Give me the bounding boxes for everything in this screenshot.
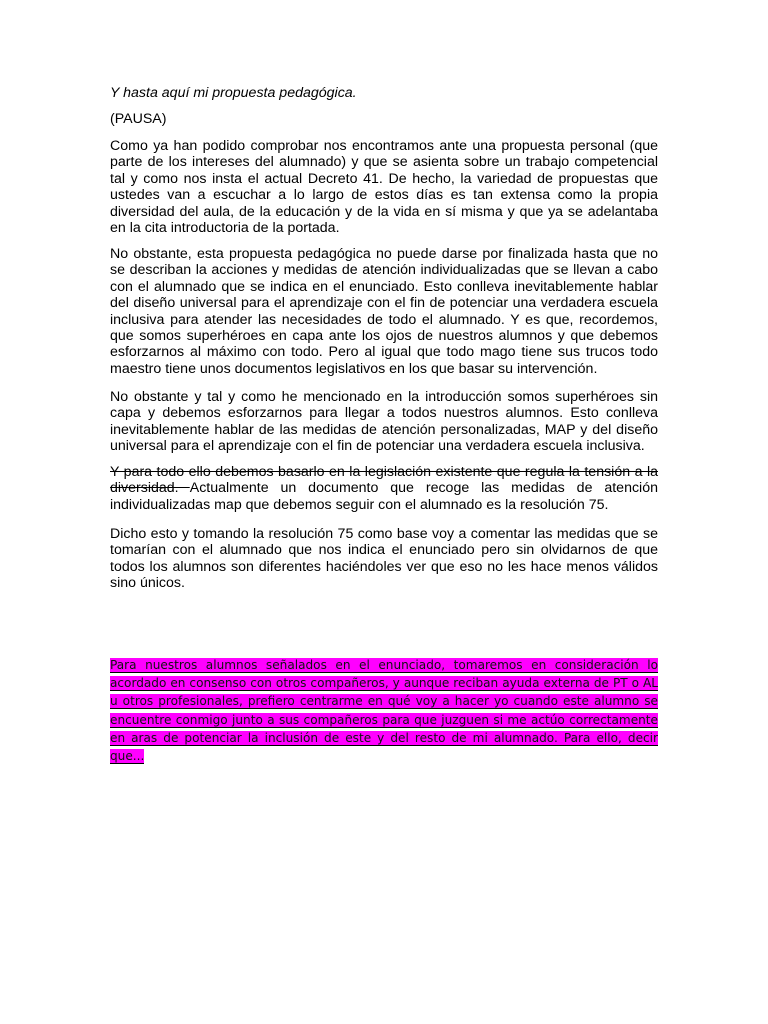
pause-marker: (PAUSA) (110, 111, 167, 127)
highlighted-paragraph (110, 656, 658, 765)
paragraph-1: Como ya han podido comprobar nos encontramos ante una propuesta personal (que parte de los intereses del alumnado) y que se asienta sobre un trabajo competencial tal y como nos insta el actual Decreto 41. De hecho, la variedad de propuestas que ustedes van a escuchar a lo largo de estos días es tan extensa como la propia diversidad del aula, de la educación y de la vida en sí misma y que ya se adelantaba en la cita introductoria de la portada. (110, 138, 658, 237)
paragraph-2: No obstante, esta propuesta pedagógica no puede darse por finalizada hasta que no se describan la acciones y medidas de atención individualizadas que se llevan a cabo con el alumnado que se indica en el enunciado. Esto conlleva inevitablemente hablar del diseño universal para el aprendizaje con el fin de potenciar una verdadera escuela inclusiva para atender las necesidades de todo el alumnado. Y es que, recordemos, que somos superhéroes en capa ante los ojos de nuestros alumnos y que debemos esforzarnos al máximo con todo. Pero al igual que todo mago tiene sus trucos todo maestro tiene unos documentos legislativos en los que basar su intervención. (110, 246, 658, 377)
paragraph-3: No obstante y tal y como he mencionado en la introducción somos superhéroes sin capa y debemos esforzarnos para llegar a todos nuestros alumnos. Esto conlleva inevitablemente hablar de las medidas de atención personalizadas, MAP y del diseño universal para el aprendizaje con el fin de potenciar una verdadera escuela inclusiva. (110, 389, 658, 455)
paragraph-4-text: Actualmente un documento que recoge las medidas de atención individualizadas map que debemos seguir con el alumnado es la resolución 75. (110, 480, 658, 513)
highlighted-text: Para nuestros alumnos señalados en el enunciado, tomaremos en consideración lo acordado en consenso con otros compañeros, y aunque reciban ayuda externa de PT o AL u otros profesionales, prefiero centrarme en qué voy a hacer yo cuando este alumno se encuentre conmigo junto a sus compañeros para que juzguen si me actúo correctamente en aras de potenciar la inclusión de este y del resto de mi alumnado. Para ello, decir que... (110, 658, 658, 764)
paragraph-4 (110, 464, 658, 513)
struck-text: Y para todo ello debemos basarlo en la legislación existente que regula la tensión a la diversidad. (110, 464, 658, 497)
closing-line: Y hasta aquí mi propuesta pedagógica. (110, 85, 357, 101)
paragraph-5: Dicho esto y tomando la resolución 75 como base voy a comentar las medidas que se tomarían con el alumnado que nos indica el enunciado pero sin olvidarnos de que todos los alumnos son diferentes haciéndoles ver que eso no les hace menos válidos sino únicos. (110, 526, 658, 592)
